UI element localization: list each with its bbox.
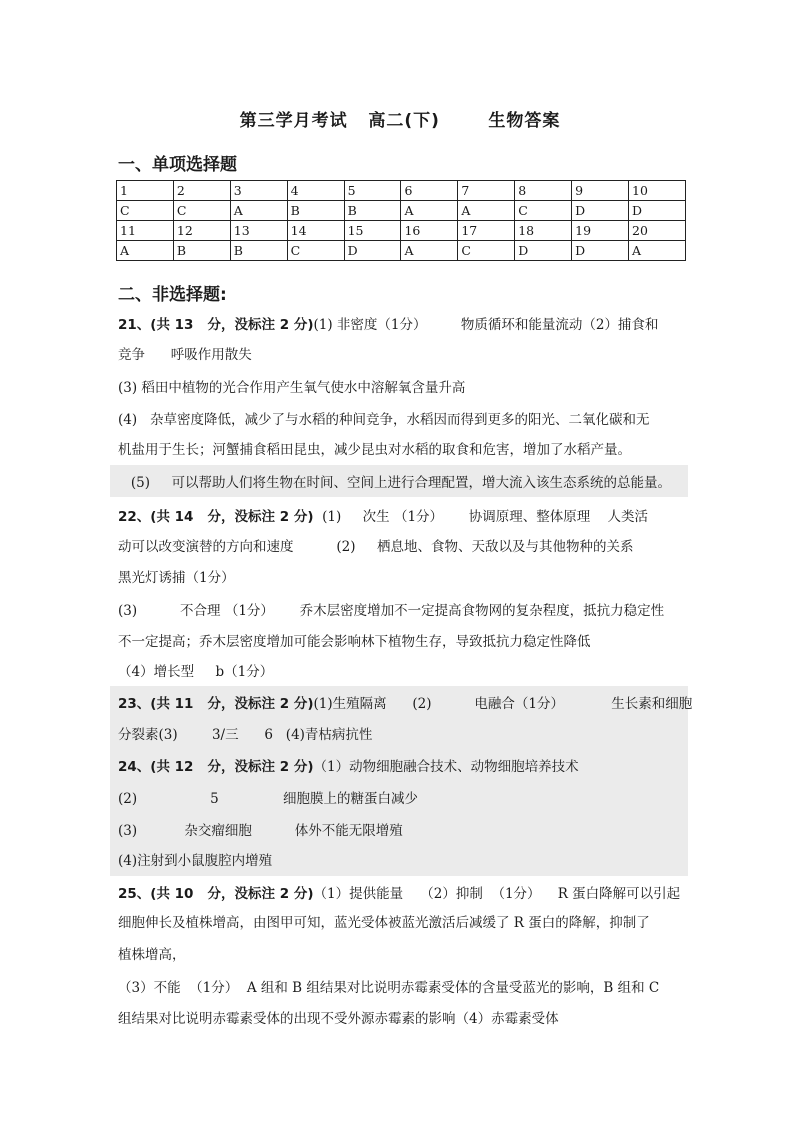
q24-line-2: (2) 5 细胞膜上的糖蛋白减少	[118, 791, 419, 807]
q21-line-6: (5) 可以帮助人们将生物在时间、空间上进行合理配置，增大流入该生态系统的总能量。	[118, 475, 671, 491]
answer-cell: B	[230, 241, 287, 261]
question-number-cell: 10	[629, 181, 686, 201]
question-number-cell: 5	[344, 181, 401, 201]
highlight-band-q23-q24	[110, 686, 688, 876]
q21-line-4: (4) 杂草密度降低，减少了与水稻的种间竞争，水稻因而得到更多的阳光、二氧化碳和无	[118, 412, 650, 428]
answer-cell: C	[173, 201, 230, 221]
q25-line-3: 植株增高，	[118, 947, 186, 963]
answer-cell: C	[117, 201, 174, 221]
q24-text: （1）动物细胞融合技术、动物细胞培养技术	[313, 759, 579, 775]
answer-cell: C	[458, 241, 515, 261]
q21-line-2: 竞争 呼吸作用散失	[118, 347, 252, 363]
question-number-cell: 12	[173, 221, 230, 241]
q24-line-4: (4)注射到小鼠腹腔内增殖	[118, 853, 273, 869]
q21-line-1	[118, 316, 688, 334]
q25-line-1	[118, 885, 688, 903]
question-number-cell: 11	[117, 221, 174, 241]
q21-text: (1) 非密度（1分） 物质循环和能量流动（2）捕食和	[313, 317, 659, 333]
q23-line-2: 分裂素(3) 3/三 6 (4)青枯病抗性	[118, 727, 373, 743]
answer-cell: D	[572, 241, 629, 261]
answer-cell: D	[344, 241, 401, 261]
answer-cell: A	[401, 241, 458, 261]
question-number-cell: 18	[515, 221, 572, 241]
answer-cell: C	[287, 241, 344, 261]
q25-text: （1）提供能量 （2）抑制 （1分） R 蛋白降解可以引起	[313, 886, 681, 902]
q22-line-5: 不一定提高；乔木层密度增加可能会影响林下植物生存，导致抵抗力稳定性降低	[118, 634, 591, 650]
answer-cell: A	[629, 241, 686, 261]
answer-row	[117, 241, 686, 261]
section-heading-single-choice: 一、单项选择题	[118, 155, 237, 175]
question-number-cell: 3	[230, 181, 287, 201]
question-number-cell: 15	[344, 221, 401, 241]
question-number-row	[117, 221, 686, 241]
q21-line-3: (3) 稻田中植物的光合作用产生氧气使水中溶解氧含量升高	[118, 380, 466, 396]
q25-line-2: 细胞伸长及植株增高，由图甲可知，蓝光受体被蓝光激活后减缓了 R 蛋白的降解，抑制了	[118, 915, 650, 931]
q24-header: 24、(共 12 分，没标注 2 分)	[118, 759, 314, 775]
question-number-cell: 2	[173, 181, 230, 201]
question-number-cell: 19	[572, 221, 629, 241]
question-number-cell: 13	[230, 221, 287, 241]
answer-cell: B	[344, 201, 401, 221]
q22-header: 22、(共 14 分，没标注 2 分)	[118, 509, 314, 525]
answer-cell: B	[173, 241, 230, 261]
answer-cell: A	[230, 201, 287, 221]
single-choice-answer-table	[116, 180, 686, 261]
q25-line-5: 组结果对比说明赤霉素受体的出现不受外源赤霉素的影响（4）赤霉素受体	[118, 1011, 559, 1027]
question-number-cell: 17	[458, 221, 515, 241]
q24-line-1	[118, 758, 688, 776]
answer-cell: B	[287, 201, 344, 221]
q24-line-3: (3) 杂交瘤细胞 体外不能无限增殖	[118, 823, 403, 839]
q23-text: (1)生殖隔离 (2) 电融合（1分） 生长素和细胞	[313, 696, 693, 712]
q22-line-2: 动可以改变演替的方向和速度 (2) 栖息地、食物、天敌以及与其他物种的关系	[118, 539, 634, 555]
question-number-cell: 9	[572, 181, 629, 201]
q21-header: 21、(共 13 分，没标注 2 分)	[118, 317, 314, 333]
q25-header: 25、(共 10 分，没标注 2 分)	[118, 886, 314, 902]
answer-cell: D	[629, 201, 686, 221]
question-number-cell: 4	[287, 181, 344, 201]
answer-cell: D	[515, 241, 572, 261]
answer-row	[117, 201, 686, 221]
question-number-cell: 20	[629, 221, 686, 241]
q25-line-4: （3）不能 （1分） A 组和 B 组结果对比说明赤霉素受体的含量受蓝光的影响，B 组和 C	[118, 980, 660, 996]
question-number-cell: 16	[401, 221, 458, 241]
question-number-cell: 7	[458, 181, 515, 201]
q23-header: 23、(共 11 分，没标注 2 分)	[118, 696, 314, 712]
q23-line-1	[118, 695, 693, 713]
q22-text: (1) 次生 （1分） 协调原理、整体原理 人类活	[313, 509, 648, 525]
q22-line-3: 黑光灯诱捕（1分）	[118, 570, 235, 586]
q21-line-5: 机盐用于生长；河蟹捕食稻田昆虫，减少昆虫对水稻的取食和危害，增加了水稻产量。	[118, 442, 631, 458]
answer-cell: A	[401, 201, 458, 221]
page-title: 第三学月考试 高二(下) 生物答案	[239, 111, 561, 131]
question-number-cell: 8	[515, 181, 572, 201]
answer-cell: A	[117, 241, 174, 261]
question-number-cell: 1	[117, 181, 174, 201]
q22-line-4: (3) 不合理 （1分） 乔木层密度增加不一定提高食物网的复杂程度，抵抗力稳定性	[118, 603, 665, 619]
q22-line-1	[118, 508, 688, 526]
section-heading-non-choice: 二、非选择题:	[118, 285, 227, 305]
question-number-cell: 14	[287, 221, 344, 241]
q22-line-6: （4）增长型 b（1分）	[118, 664, 274, 680]
answer-cell: D	[572, 201, 629, 221]
question-number-row	[117, 181, 686, 201]
question-number-cell: 6	[401, 181, 458, 201]
answer-cell: A	[458, 201, 515, 221]
answer-cell: C	[515, 201, 572, 221]
